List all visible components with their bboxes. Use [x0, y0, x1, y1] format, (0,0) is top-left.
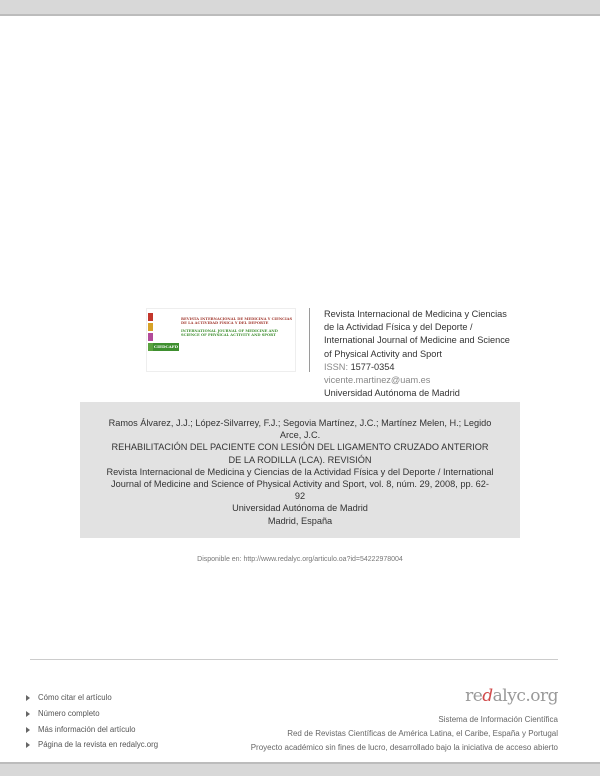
issn-value: 1577-0354	[350, 361, 395, 372]
journal-title-line: de la Actividad Física y del Deporte /	[324, 322, 473, 333]
logo-stripe-yellow	[148, 323, 153, 331]
logo-title-en: INTERNATIONAL JOURNAL OF MEDICINE AND SCIENCE OF PHYSICAL ACTIVITY AND SPORT	[181, 329, 278, 338]
top-band	[0, 0, 600, 16]
link-full-issue[interactable]	[26, 708, 158, 724]
triangle-right-icon	[26, 695, 30, 701]
journal-institution: Universidad Autónoma de Madrid	[324, 388, 460, 399]
issn	[324, 361, 514, 374]
article-source: Revista Internacional de Medicina y Ciencias de la Actividad Física y del Deporte / International Journal of Medicine and Science of Physical Activity and Sport, vol. 8, núm. 29, 2008, pp. 62-92	[106, 466, 494, 502]
journal-title-line: of Physical Activity and Sport	[324, 348, 442, 359]
brand-part: .org	[525, 686, 558, 706]
issn-label: ISSN:	[324, 361, 351, 372]
link-label: Cómo citar el artículo	[38, 693, 112, 702]
triangle-right-icon	[26, 727, 30, 733]
link-cite-article[interactable]	[26, 692, 158, 708]
brand-part: alyc	[492, 686, 526, 706]
article-authors: Ramos Álvarez, J.J.; López-Silvarrey, F.J.; Segovia Martínez, J.C.; Martínez Melen, H.; Legido Arce, J.C.	[108, 418, 492, 441]
bottom-band	[0, 762, 600, 776]
citation-box	[80, 402, 520, 538]
redalyc-logo[interactable]	[465, 686, 558, 706]
logo-stripe-red	[148, 313, 153, 321]
redalyc-line: Sistema de Información Científica	[438, 715, 558, 724]
redalyc-line: Red de Revistas Científicas de América Latina, el Caribe, España y Portugal	[287, 729, 558, 738]
link-more-info[interactable]	[26, 724, 158, 740]
footer-divider	[30, 659, 558, 660]
vertical-divider	[309, 308, 310, 372]
article-institution: Universidad Autónoma de Madrid	[232, 503, 368, 514]
available-at-link[interactable]: Disponible en: http://www.redalyc.org/articulo.oa?id=54222978004	[197, 556, 403, 563]
link-label: Número completo	[38, 708, 100, 718]
journal-title-line: Revista Internacional de Medicina y Ciencias	[324, 309, 507, 319]
link-label: Página de la revista en redalyc.org	[38, 740, 159, 750]
redalyc-line: Proyecto académico sin fines de lucro, desarrollado bajo la iniciativa de acceso abierto	[250, 743, 558, 752]
contact-email[interactable]: vicente.martinez@uam.es	[324, 375, 431, 386]
article-links	[26, 692, 158, 755]
logo-tag: CIEDCAFD	[153, 344, 179, 349]
article-title: REHABILITACIÓN DEL PACIENTE CON LESIÓN DEL LIGAMENTO CRUZADO ANTERIOR DE LA RODILLA (LCA). REVISIÓN	[111, 442, 489, 465]
journal-logo	[146, 308, 296, 372]
redalyc-info	[251, 713, 558, 755]
brand-part: re	[465, 686, 483, 706]
link-journal-page[interactable]	[26, 739, 158, 755]
logo-stripe-purple	[148, 333, 153, 341]
journal-info	[324, 308, 514, 400]
triangle-right-icon	[26, 711, 30, 717]
brand-accent: d	[482, 686, 493, 706]
article-location: Madrid, España	[267, 515, 333, 526]
link-label: Más información del artículo	[38, 724, 136, 734]
logo-title-es: REVISTA INTERNACIONAL DE MEDICINA Y CIENCIAS DE LA ACTIVIDAD FÍSICA Y DEL DEPORTE	[181, 317, 293, 326]
triangle-right-icon	[26, 742, 30, 748]
journal-title-line: International Journal of Medicine and Science	[324, 335, 510, 346]
